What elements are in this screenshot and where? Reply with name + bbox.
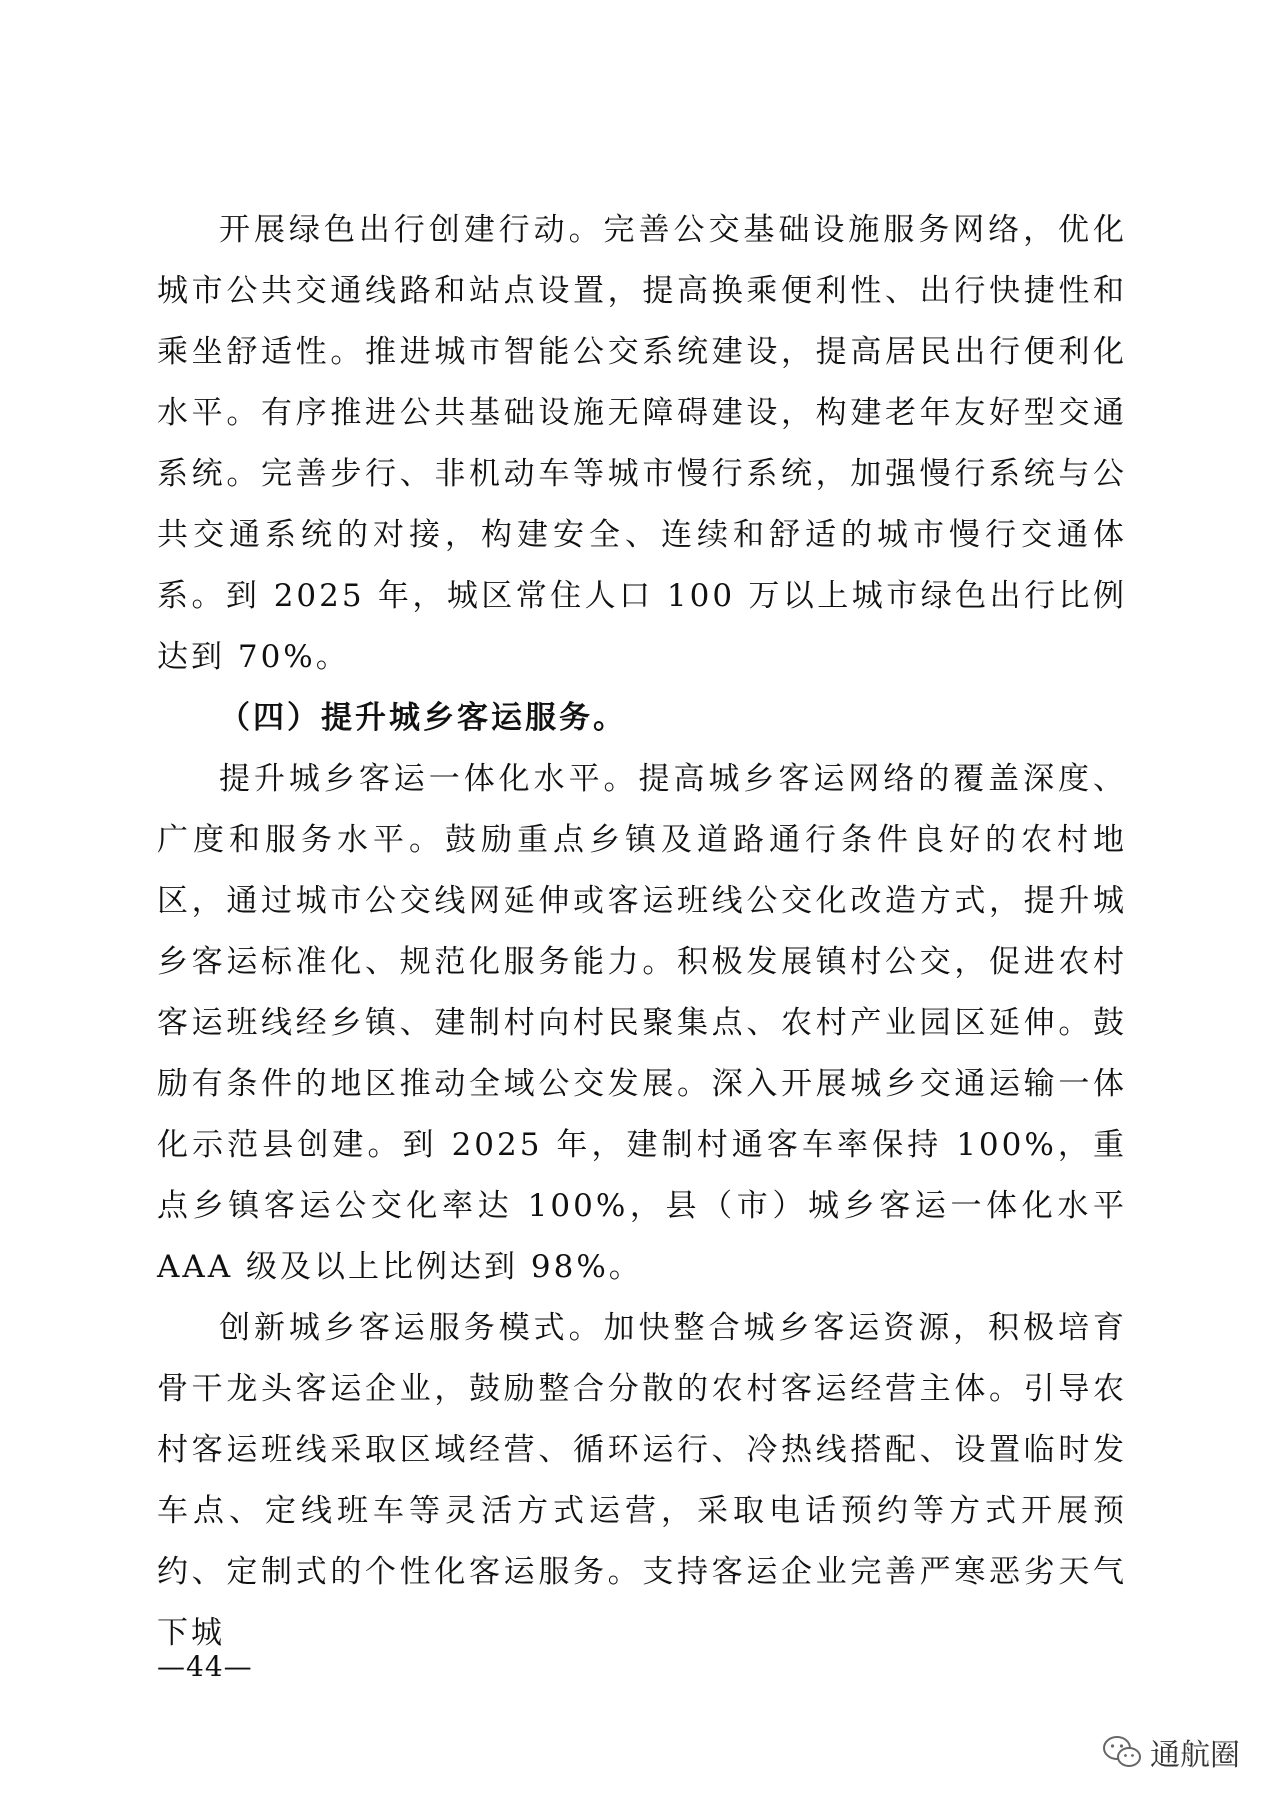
paragraph-urban-rural-integration: 提升城乡客运一体化水平。提高城乡客运网络的覆盖深度、广度和服务水平。鼓励重点乡镇及道路通行条件良好的农村地区，通过城市公交线网延伸或客运班线公交化改造方式，提升城乡客运标准化、规范化服务能力。积极发展镇村公交，促进农村客运班线经乡镇、建制村向村民聚集点、农村产业园区延伸。鼓励有条件的地区推动全域公交发展。深入开展城乡交通运输一体化示范县创建。到 2025 年，建制村通客车率保持 100%，重点乡镇客运公交化率达 100%，县（市）城乡客运一体化水平 AAA 级及以上比例达到 98%。 (157, 761, 1127, 1285)
watermark (1102, 1730, 1240, 1774)
paragraph-green-travel: 开展绿色出行创建行动。完善公交基础设施服务网络，优化城市公共交通线路和站点设置，提高换乘便利性、出行快捷性和乘坐舒适性。推进城市智能公交系统建设，提高居民出行便利化水平。有序推进公共基础设施无障碍建设，构建老年友好型交通系统。完善步行、非机动车等城市慢行系统，加强慢行系统与公共交通系统的对接，构建安全、连续和舒适的城市慢行交通体系。到 2025 年，城区常住人口 100 万以上城市绿色出行比例达到 70%。 (157, 212, 1127, 675)
paragraph-service-innovation: 创新城乡客运服务模式。加快整合城乡客运资源，积极培育骨干龙头客运企业，鼓励整合分散的农村客运经营主体。引导农村客运班线采取区域经营、循环运行、冷热线搭配、设置临时发车点、定线班车等灵活方式运营，采取电话预约等方式开展预约、定制式的个性化客运服务。支持客运企业完善严寒恶劣天气下城 (157, 1310, 1127, 1651)
page-number: —44— (157, 1650, 253, 1683)
watermark-text: 通航圈 (1150, 1738, 1240, 1773)
wechat-icon (1102, 1735, 1142, 1769)
document-body (157, 200, 1127, 1664)
section-heading: （四）提升城乡客运服务。 (219, 700, 627, 736)
